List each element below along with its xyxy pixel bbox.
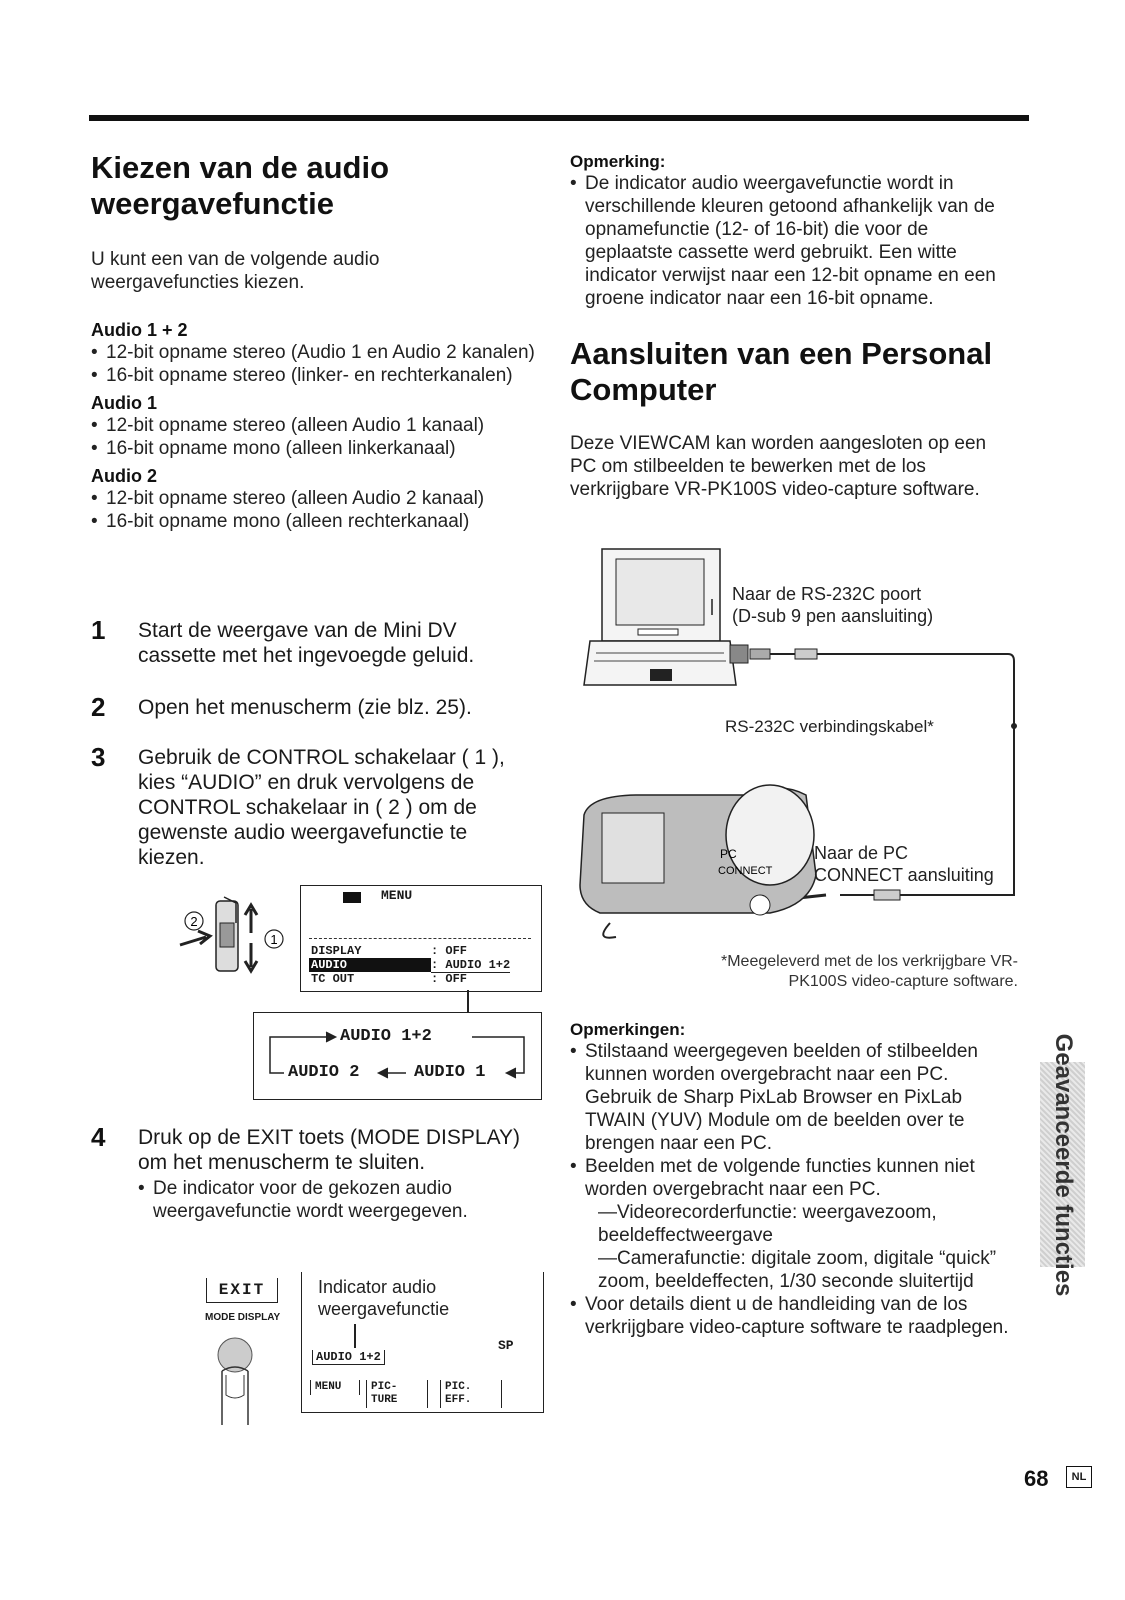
cycle-audio-2: AUDIO 2 — [288, 1063, 360, 1082]
exit-button[interactable] — [206, 1278, 278, 1303]
cable-label: RS-232C verbindingskabel* — [725, 717, 934, 736]
audio-modes — [91, 314, 536, 533]
left-intro: U kunt een van de volgende audio weergavefuncties kiezen. — [91, 249, 380, 293]
step-text — [138, 1125, 538, 1223]
menu-rows — [309, 944, 531, 986]
mode-item: • 12-bit opname stereo (alleen Audio 2 kanaal) — [91, 487, 536, 510]
laptop-icon — [584, 549, 736, 685]
step-text-body: Druk op de EXIT toets (MODE DISPLAY) om het menuscherm te sluiten. — [138, 1126, 521, 1174]
mode-list — [91, 487, 536, 533]
audio-indicator: AUDIO 1+2 — [312, 1350, 385, 1365]
menu-header: MENU — [381, 888, 413, 903]
mode-heading: Audio 1 — [91, 393, 157, 413]
mode-item: • 12-bit opname stereo (alleen Audio 1 kanaal) — [91, 414, 536, 437]
note-sub-item: —Camerafunctie: digitale zoom, digitale “quick” zoom, beeldeffecten, 1/30 seconde sluitertijd — [598, 1248, 997, 1292]
notes-heading: Opmerkingen: — [570, 1020, 686, 1039]
audio-cycle-diagram — [253, 1012, 542, 1100]
step-bullet: • De indicator voor de gekozen audio weergavefunctie wordt weergegeven. — [138, 1177, 538, 1223]
display-button: PIC-TURE — [366, 1380, 428, 1408]
language-badge: NL — [1066, 1466, 1092, 1488]
side-tab — [1040, 1033, 1085, 1296]
note-item: • De indicator audio weergavefunctie wordt in verschillende kleuren getoond afhankelijk van de opnamefunctie (12- of 16-bit) die voor de geplaatste cassette werd gebruikt. Een witte indicator verwijst naar een 12-bit opname en een groene indicator naar een 16-bit opname. — [570, 172, 1020, 310]
control-switch-illustration — [178, 893, 288, 983]
display-button: MENU — [310, 1380, 360, 1395]
menu-row-label: AUDIO — [309, 958, 431, 972]
note-item — [570, 1155, 1018, 1293]
menu-row — [309, 958, 531, 972]
pc-connect-line-1: Naar de PC — [814, 843, 909, 863]
mode-item: • 16-bit opname mono (alleen linkerkanaal) — [91, 437, 536, 460]
pc-connect-line-2: CONNECT aansluiting — [814, 865, 994, 885]
note-text: Beelden met de volgende functies kunnen niet worden overgebracht naar een PC. — [585, 1156, 975, 1200]
finger-icon — [200, 1335, 270, 1430]
section-title-pc: Aansluiten van een Personal Computer — [570, 336, 993, 407]
mode-list — [91, 341, 536, 387]
mode-heading: Audio 2 — [91, 466, 157, 486]
note-item — [570, 1293, 1018, 1339]
menu-screen — [300, 885, 542, 992]
mode-list — [91, 414, 536, 460]
sp-indicator: SP — [498, 1338, 514, 1353]
port-label — [732, 583, 933, 627]
note-text: Stilstaand weergegeven beelden of stilbeelden kunnen worden overgebracht naar een PC. Gebruik de Sharp PixLab Browser en PixLab TWAIN (YUV) Module om de beelden over te brengen naar een PC. — [585, 1041, 978, 1154]
exit-label: EXIT — [218, 1281, 266, 1299]
menu-row — [309, 972, 531, 986]
step-number: 1 — [91, 615, 106, 645]
step-text-body: Gebruik de CONTROL schakelaar ( 1 ), kies “AUDIO” en druk vervolgens de CONTROL schakelaar in ( 2 ) om de gewenste audio weergavefunctie te kiezen. — [138, 746, 505, 869]
display-indicator-screen — [301, 1272, 544, 1413]
menu-row-label: TC OUT — [311, 972, 355, 986]
step-text-body: Open het menuscherm (zie blz. 25). — [138, 696, 472, 719]
mode-display-label: MODE DISPLAY — [205, 1312, 281, 1323]
step-text — [138, 618, 538, 668]
menu-row-value: : AUDIO 1+2 — [431, 958, 511, 972]
mode-item: • 16-bit opname mono (alleen rechterkanaal) — [91, 510, 536, 533]
mode-item: • 12-bit opname stereo (Audio 1 en Audio 2 kanalen) — [91, 341, 536, 364]
side-tab-label: Geavanceerde functies — [1049, 1033, 1077, 1296]
step-number: 4 — [91, 1122, 106, 1152]
note-text: Voor details dient u de handleiding van de los verkrijgbare video-capture software te raadplegen. — [585, 1294, 1009, 1338]
jack-label-connect: CONNECT — [718, 865, 773, 877]
left-title-block — [91, 150, 531, 294]
footnote: *Meegeleverd met de los verkrijgbare VR-PK100S video-capture software. — [720, 953, 1018, 990]
control-label-2: 2 — [190, 914, 198, 929]
top-rule — [89, 115, 1029, 121]
pc-connect-label — [814, 842, 994, 886]
cycle-audio-1-2: AUDIO 1+2 — [340, 1027, 432, 1046]
display-button: PIC. EFF. — [440, 1380, 502, 1408]
port-label-line-1: Naar de RS-232C poort — [732, 584, 922, 604]
control-label-1: 1 — [270, 932, 278, 947]
camera-icon — [580, 785, 816, 938]
step-number: 3 — [91, 742, 106, 772]
cycle-audio-1: AUDIO 1 — [414, 1063, 486, 1082]
indicator-caption: Indicator audio weergavefunctie — [318, 1277, 450, 1319]
step-text — [138, 745, 538, 870]
menu-row-value: : OFF — [431, 944, 468, 958]
note-block-1 — [570, 152, 1020, 310]
note-block-2 — [570, 1020, 1018, 1339]
tape-icon — [343, 892, 361, 903]
jack-label-pc: PC — [720, 847, 737, 861]
port-label-line-2: (D-sub 9 pen aansluiting) — [732, 606, 934, 626]
note-sub-item: —Videorecorderfunctie: weergavezoom, beeldeffectweergave — [598, 1202, 937, 1246]
pc-intro: Deze VIEWCAM kan worden aangesloten op een PC om stilbeelden te bewerken met de los verkrijgbare VR-PK100S video-capture software. — [570, 433, 987, 500]
menu-row — [309, 944, 531, 958]
step-text — [138, 695, 538, 720]
note-heading: Opmerking: — [570, 152, 666, 171]
mode-item: • 16-bit opname stereo (linker- en rechterkanalen) — [91, 364, 536, 387]
section-title-audio: Kiezen van de audio weergavefunctie — [91, 150, 390, 221]
step-number: 2 — [91, 692, 106, 722]
pc-section — [570, 336, 1020, 501]
page-number: 68 — [1024, 1466, 1049, 1491]
mode-heading: Audio 1 + 2 — [91, 320, 188, 340]
menu-row-label: DISPLAY — [311, 944, 362, 958]
menu-row-value: : OFF — [431, 972, 468, 986]
note-item — [570, 1040, 1018, 1155]
step-text-body: Start de weergave van de Mini DV cassette met het ingevoegde geluid. — [138, 619, 475, 667]
display-buttons — [310, 1380, 535, 1408]
